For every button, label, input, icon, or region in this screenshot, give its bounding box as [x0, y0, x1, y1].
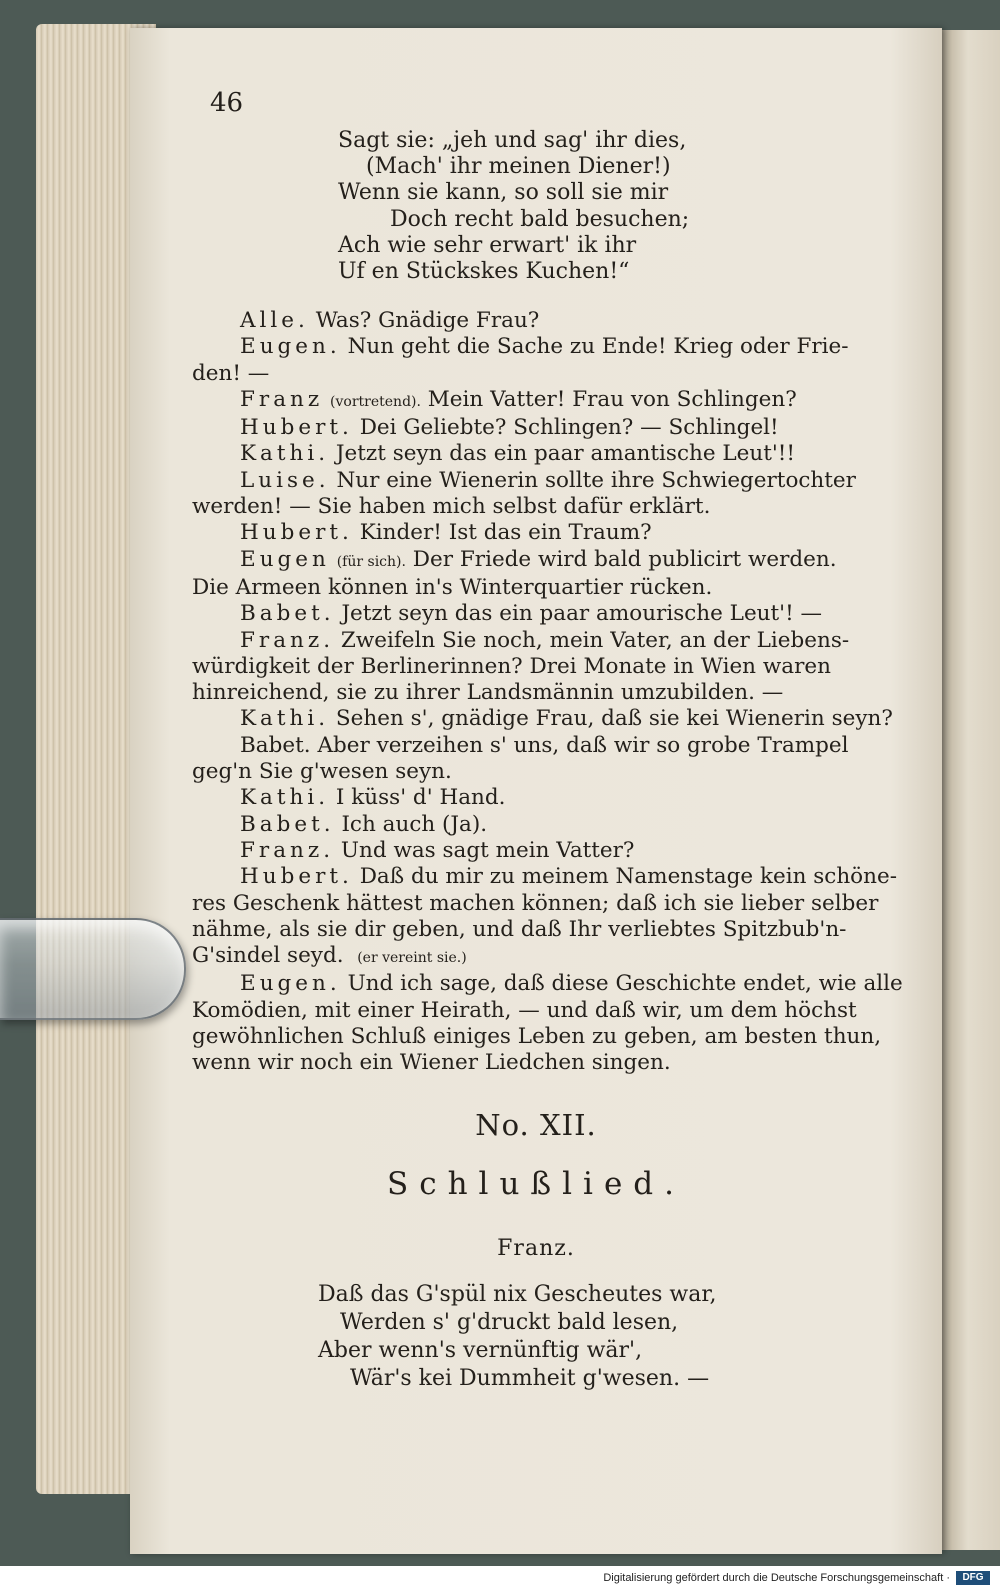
song-speaker: Franz.	[497, 1236, 575, 1261]
dialogue-line	[192, 812, 908, 838]
speaker-name: Kathi.	[240, 441, 330, 467]
verse-line: Daß das G'spül nix Gescheutes war,	[318, 1282, 717, 1307]
dialogue-continuation: nähme, als sie dir geben, und daß Ihr verliebtes Spitzbub'n-	[192, 916, 847, 942]
speaker-name: Hubert.	[240, 415, 353, 441]
dialogue-line	[192, 334, 908, 360]
speaker-name: Babet.	[240, 811, 335, 837]
page-number: 46	[210, 88, 244, 118]
speaker-name: Hubert.	[240, 864, 353, 890]
speaker-name: Luise.	[240, 467, 330, 493]
speech-text: Zweifeln Sie noch, mein Vater, an der Liebens-	[340, 627, 850, 653]
speaker-name: Eugen.	[240, 334, 341, 360]
dialogue-line	[192, 308, 908, 334]
page-holder-clip	[0, 918, 186, 1020]
dialogue-line	[192, 706, 908, 732]
speaker-name: Babet.	[240, 732, 311, 758]
speaker-name: Eugen	[240, 546, 330, 572]
speech-text: Und was sagt mein Vatter?	[340, 837, 635, 863]
speech-text: Nun geht die Sache zu Ende! Krieg oder Frie-	[347, 334, 849, 360]
facing-page-edge	[938, 30, 1000, 1550]
speaker-name: Kathi.	[240, 785, 330, 811]
dialogue-continuation: werden! — Sie haben mich selbst dafür erklärt.	[192, 494, 711, 520]
speech-text: Ich auch (Ja).	[341, 811, 488, 837]
speech-text: Der Friede wird bald publicirt werden.	[412, 546, 837, 572]
section-number: No. XII.	[475, 1108, 597, 1142]
verse-line: Aber wenn's vernünftig wär',	[318, 1338, 643, 1363]
verse-line: Wär's kei Dummheit g'wesen. —	[350, 1366, 710, 1391]
speaker-name: Eugen.	[240, 971, 341, 997]
dialogue-line	[192, 441, 908, 467]
verse-line: (Mach' ihr meinen Diener!)	[366, 154, 671, 179]
dialogue-line	[192, 733, 908, 759]
speech-text: G'sindel seyd.	[192, 943, 344, 969]
stage-direction: (er vereint sie.)	[357, 950, 467, 967]
dialogue-continuation: gewöhnlichen Schluß einiges Leben zu geben, am besten thun,	[192, 1024, 882, 1050]
speech-text: Daß du mir zu meinem Namenstage kein schöne-	[359, 864, 897, 890]
speaker-name: Franz	[240, 386, 324, 412]
speech-text: Mein Vatter! Frau von Schlingen?	[427, 386, 797, 412]
speech-text: Was? Gnädige Frau?	[315, 308, 540, 333]
dialogue-continuation	[192, 943, 908, 971]
dialogue-line	[192, 785, 908, 811]
dialogue-continuation: geg'n Sie g'wesen seyn.	[192, 759, 452, 785]
stage-direction: (für sich).	[336, 553, 406, 570]
speaker-name: Franz.	[240, 837, 335, 863]
dialogue-continuation: res Geschenk hättest machen können; daß ich sie lieber selber	[192, 890, 879, 916]
dialogue-continuation: Komödien, mit einer Heirath, — und daß wir, um dem höchst	[192, 997, 857, 1023]
dialogue-continuation: hinreichend, sie zu ihrer Landsmännin umzubilden. —	[192, 680, 784, 706]
speech-text: Kinder! Ist das ein Traum?	[359, 520, 652, 546]
speech-text: Nur eine Wienerin sollte ihre Schwiegertochter	[336, 467, 856, 493]
dialogue-line	[192, 601, 908, 627]
dialogue-line	[192, 838, 908, 864]
speech-text: I küss' d' Hand.	[335, 785, 506, 811]
speaker-name: Alle.	[240, 308, 309, 333]
dialogue-line	[192, 971, 908, 997]
verse-line: Sagt sie: „jeh und sag' ihr dies,	[338, 128, 687, 153]
speech-text: Aber verzeihen s' uns, daß wir so grobe Trampel	[317, 732, 849, 758]
dialogue-continuation: den! —	[192, 360, 270, 386]
stage-direction: (vortretend).	[330, 393, 421, 410]
dfg-logo: DFG	[956, 1571, 990, 1585]
footer-bar	[0, 1566, 1000, 1591]
dialogue-line	[192, 547, 908, 575]
speech-text: Jetzt seyn das ein paar amantische Leut'!!	[335, 441, 796, 467]
speaker-name: Babet.	[240, 601, 335, 627]
speaker-name: Hubert.	[240, 520, 353, 546]
dialogue-line	[192, 520, 908, 546]
verse-line: Uf en Stückskes Kuchen!“	[338, 259, 630, 284]
dialogue-line	[192, 468, 908, 494]
dialogue-line	[192, 387, 908, 415]
dialogue-continuation: würdigkeit der Berlinerinnen? Drei Monate in Wien waren	[192, 653, 831, 679]
speech-text: Sehen s', gnädige Frau, daß sie kei Wienerin seyn?	[335, 706, 893, 732]
speaker-name: Kathi.	[240, 706, 330, 732]
dialogue-continuation: Die Armeen können in's Winterquartier rücken.	[192, 574, 713, 600]
speaker-name: Franz.	[240, 627, 335, 653]
dialogue-line	[192, 864, 908, 890]
dialogue-line	[192, 415, 908, 441]
verse-line: Wenn sie kann, so soll sie mir	[338, 180, 669, 205]
speech-text: Und ich sage, daß diese Geschichte endet, wie alle	[347, 971, 903, 997]
verse-line: Doch recht bald besuchen;	[390, 207, 690, 232]
dialogue-block	[192, 308, 908, 1077]
speech-text: Dei Geliebte? Schlingen? — Schlingel!	[359, 415, 779, 441]
dialogue-continuation: wenn wir noch ein Wiener Liedchen singen.	[192, 1050, 671, 1076]
dialogue-line	[192, 628, 908, 654]
section-title: Schlußlied.	[386, 1166, 686, 1202]
verse-line: Werden s' g'druckt bald lesen,	[340, 1310, 679, 1335]
funding-credit: Digitalisierung gefördert durch die Deutsche Forschungsgemeinschaft ·	[603, 1572, 950, 1584]
verse-line: Ach wie sehr erwart' ik ihr	[338, 233, 637, 258]
speech-text: Jetzt seyn das ein paar amourische Leut'! —	[341, 601, 823, 627]
